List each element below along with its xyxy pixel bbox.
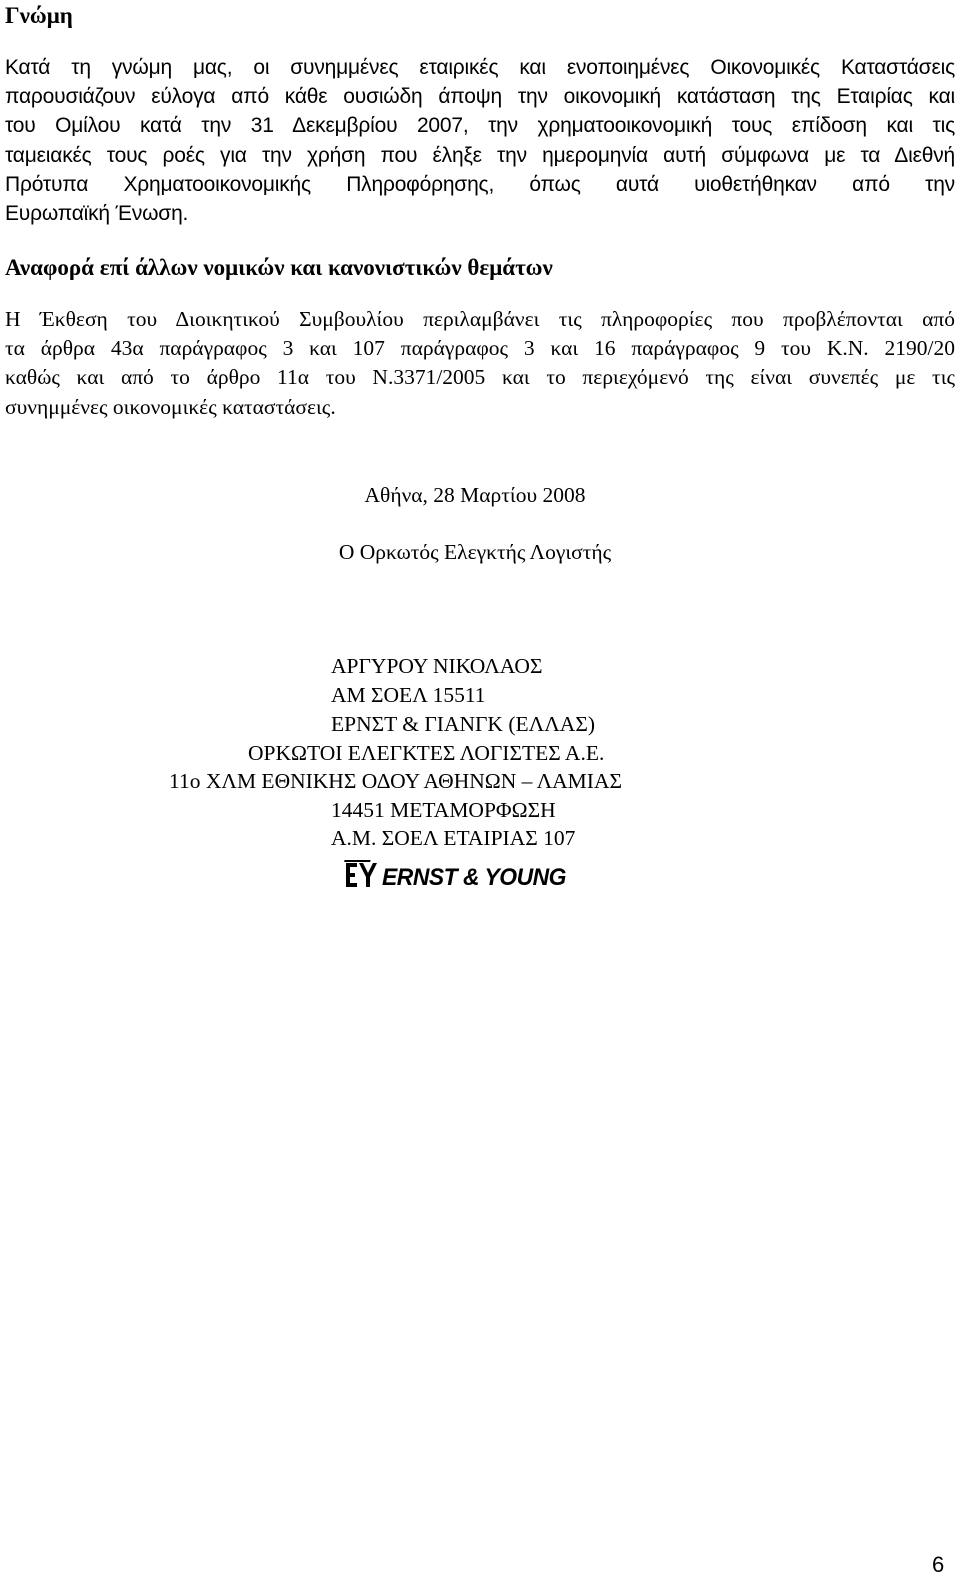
auditor-title: Ο Ορκωτός Ελεγκτής Λογιστής	[338, 540, 612, 564]
auditor-name: ΑΡΓΥΡΟΥ ΝΙΚΟΛΑΟΣ	[331, 654, 543, 678]
firm-city: 14451 ΜΕΤΑΜΟΡΦΩΣΗ	[331, 798, 556, 822]
paragraph-line: του Ομίλου κατά την 31 Δεκεμβρίου 2007, την χρηματοοικονομική τους επίδοση και τις	[5, 114, 955, 138]
paragraph-line: Πρότυπα Χρηματοοικονομικής Πληροφόρησης, όπως αυτά υιοθετήθηκαν από την	[5, 172, 955, 196]
other-matters-paragraph	[5, 305, 955, 422]
paragraph-line: καθώς και από το άρθρο 11α του Ν.3371/2005 και το περιεχόμενό της είναι συνεπές με τις	[5, 365, 955, 390]
page-number: 6	[932, 1552, 945, 1577]
section-heading-other-matters: Αναφορά επί άλλων νομικών και κανονιστικών θεμάτων	[5, 255, 553, 280]
place-and-date: Αθήνα, 28 Μαρτίου 2008	[364, 483, 586, 507]
opinion-paragraph	[5, 53, 955, 228]
firm-address: 11ο ΧΛΜ ΕΘΝΙΚΗΣ ΟΔΟΥ ΑΘΗΝΩΝ – ΛΑΜΙΑΣ	[169, 769, 623, 793]
paragraph-line: συνημμένες οικονομικές καταστάσεις.	[5, 394, 336, 419]
logo-wordmark: ERNST & YOUNG	[382, 864, 566, 891]
firm-description: ΟΡΚΩΤΟΙ ΕΛΕΓΚΤΕΣ ΛΟΓΙΣΤΕΣ Α.Ε.	[248, 741, 605, 765]
section-heading-opinion: Γνώμη	[5, 3, 73, 28]
paragraph-line: Κατά τη γνώμη μας, οι συνημμένες εταιρικές και ενοποιημένες Οικονομικές Καταστάσεις	[5, 56, 955, 79]
paragraph-line: παρουσιάζουν εύλογα από κάθε ουσιώδη άποψη την οικονομική κατάσταση της Εταιρίας και	[5, 85, 955, 109]
firm-name: ΕΡΝΣΤ & ΓΙΑΝΓΚ (ΕΛΛΑΣ)	[331, 712, 595, 736]
ernst-young-logo	[344, 858, 570, 892]
paragraph-line: τα άρθρα 43α παράγραφος 3 και 107 παράγραφος 3 και 16 παράγραφος 9 του Κ.Ν. 2190/20	[5, 336, 955, 361]
auditor-registration: ΑΜ ΣΟΕΛ 15511	[331, 683, 486, 707]
paragraph-line: ταμειακές τους ροές για την χρήση που έληξε την ημερομηνία αυτή σύμφωνα με τα Διεθνή	[5, 143, 955, 167]
paragraph-line: Η Έκθεση του Διοικητικού Συμβουλίου περιλαμβάνει τις πληροφορίες που προβλέπονται από	[5, 307, 955, 331]
paragraph-line: Ευρωπαϊκή Ένωση.	[5, 202, 189, 226]
firm-registration: Α.Μ. ΣΟΕΛ ΕΤΑΙΡΙΑΣ 107	[331, 826, 576, 850]
